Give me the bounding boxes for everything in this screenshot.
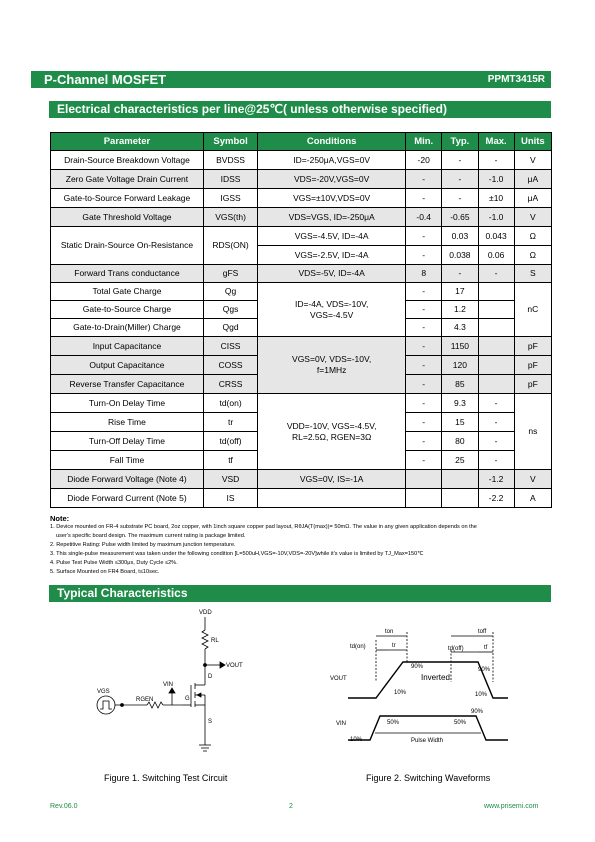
notes-block (50, 514, 555, 577)
cell-typ: - (442, 151, 478, 170)
cell-typ: 17 (442, 283, 478, 301)
section-header-typical (49, 585, 551, 602)
cell-symbol: tf (203, 451, 257, 470)
cell-max (478, 301, 514, 319)
cell-conditions: ID=-4A, VDS=-10V, VGS=-4.5V (258, 283, 406, 337)
cell-units: nC (514, 283, 551, 337)
cell-symbol: IDSS (203, 170, 257, 189)
cell-conditions: VDS=-5V, ID=-4A (258, 265, 406, 283)
figure1-caption: Figure 1. Switching Test Circuit (104, 773, 228, 783)
cell-typ: 0.038 (442, 246, 478, 265)
cell-min (406, 470, 442, 489)
cell-conditions: VGS=0V, VDS=-10V, f=1MHz (258, 337, 406, 394)
cell-symbol: td(off) (203, 432, 257, 451)
source-label: S (208, 719, 213, 725)
table-row (51, 189, 552, 208)
cell-parameter: Diode Forward Current (Note 5) (51, 489, 204, 508)
section-header-electrical (49, 101, 551, 118)
vout-10-rise: 10% (394, 690, 407, 696)
cell-typ: 0.03 (442, 227, 478, 246)
tr-label: tr (392, 643, 396, 649)
cell-typ: 80 (442, 432, 478, 451)
cell-symbol: td(on) (203, 394, 257, 413)
cell-parameter: Total Gate Charge (51, 283, 204, 301)
cell-max: -1.0 (478, 208, 514, 227)
cell-units: V (514, 208, 551, 227)
table-row (51, 283, 552, 301)
cell-units: S (514, 265, 551, 283)
cell-typ: - (442, 170, 478, 189)
cell-parameter: Gate-to-Source Forward Leakage (51, 189, 204, 208)
cell-max: 0.043 (478, 227, 514, 246)
body-arrow (197, 693, 201, 697)
cell-units: μA (514, 170, 551, 189)
cell-min: 8 (406, 265, 442, 283)
cell-symbol: Qg (203, 283, 257, 301)
cell-min: - (406, 301, 442, 319)
notes-title: Note: (50, 514, 70, 523)
cell-max (478, 356, 514, 375)
cell-parameter: Input Capacitance (51, 337, 204, 356)
header-bar (31, 71, 551, 88)
col-header-symbol: Symbol (203, 133, 257, 151)
cell-units: A (514, 489, 551, 508)
cell-symbol: Qgs (203, 301, 257, 319)
revision-label: Rev.06.0 (50, 803, 78, 810)
cell-symbol: BVDSS (203, 151, 257, 170)
cell-max: 0.06 (478, 246, 514, 265)
cell-parameter: Fall Time (51, 451, 204, 470)
cell-parameter: Static Drain-Source On-Resistance (51, 227, 204, 265)
cell-typ: 85 (442, 375, 478, 394)
cell-min: - (406, 227, 442, 246)
cell-min: - (406, 246, 442, 265)
vin-10: 10% (350, 737, 363, 743)
col-header-conditions: Conditions (258, 133, 406, 151)
cell-symbol: gFS (203, 265, 257, 283)
cell-min: - (406, 413, 442, 432)
cell-conditions: VGS=-2.5V, ID=-4A (258, 246, 406, 265)
cell-conditions: ID=-250μA,VGS=0V (258, 151, 406, 170)
cell-max (478, 337, 514, 356)
vout-label: VOUT (226, 663, 243, 669)
note-line: 3. This single-pulse measurement was taken under the following condition [L=500uH,VGS=-10V,VDS=-20V]while it's value is limited by TJ_Max=150℃ (50, 551, 424, 557)
cell-typ: 15 (442, 413, 478, 432)
figure2-caption: Figure 2. Switching Waveforms (366, 773, 491, 783)
page-number: 2 (289, 803, 293, 810)
cell-typ: -0.65 (442, 208, 478, 227)
table-row (51, 394, 552, 413)
note-line: user's specific board design. The maximum current rating is package limited. (56, 533, 246, 539)
cell-typ: 120 (442, 356, 478, 375)
cell-symbol: VSD (203, 470, 257, 489)
cell-max: -1.0 (478, 170, 514, 189)
cell-min: - (406, 394, 442, 413)
cell-conditions: VGS=0V, IS=-1A (258, 470, 406, 489)
table-row (51, 170, 552, 189)
cell-typ: 4.3 (442, 319, 478, 337)
pulse-symbol (100, 701, 112, 709)
cell-max: - (478, 265, 514, 283)
cell-max: - (478, 432, 514, 451)
col-header-max: Max. (478, 133, 514, 151)
cell-parameter: Drain-Source Breakdown Voltage (51, 151, 204, 170)
cell-typ: 25 (442, 451, 478, 470)
switching-waveforms-diagram (328, 622, 518, 747)
cell-min (406, 489, 442, 508)
cell-units: pF (514, 356, 551, 375)
cell-max (478, 319, 514, 337)
cell-min: -0.4 (406, 208, 442, 227)
col-header-min: Min. (406, 133, 442, 151)
cell-parameter: Forward Trans conductance (51, 265, 204, 283)
gate-label: G (185, 696, 190, 702)
note-line: 4. Pulse Test Pulse Width ≤300μs, Duty Cycle ≤2%. (50, 560, 178, 566)
table-row (51, 337, 552, 356)
rl-label: RL (211, 638, 219, 644)
vout-wave-label: VOUT (330, 676, 347, 682)
cell-parameter: Rise Time (51, 413, 204, 432)
vin-50-rise: 50% (387, 720, 400, 726)
cell-conditions: VDD=-10V, VGS=-4.5V, RL=2.5Ω, RGEN=3Ω (258, 394, 406, 470)
part-number: PPMT3415R (487, 74, 545, 85)
vin-90: 90% (471, 709, 484, 715)
website-link[interactable]: www.prisemi.com (484, 803, 539, 810)
col-header-units: Units (514, 133, 551, 151)
cell-units: Ω (514, 246, 551, 265)
cell-min: - (406, 337, 442, 356)
cell-parameter: Gate Threshold Voltage (51, 208, 204, 227)
cell-min: -20 (406, 151, 442, 170)
vdd-label: VDD (199, 610, 212, 616)
vin-waveform (348, 716, 508, 740)
cell-typ (442, 470, 478, 489)
toff-label: toff (478, 629, 487, 635)
cell-units: V (514, 470, 551, 489)
cell-min: - (406, 356, 442, 375)
cell-units: μA (514, 189, 551, 208)
note-line: 2. Repetitive Rating: Pulse width limited by maximum junction temperature. (50, 542, 236, 548)
rgen-label: RGEN (136, 697, 154, 703)
table-row (51, 227, 552, 246)
cell-min: - (406, 283, 442, 301)
cell-conditions: VDS=-20V,VGS=0V (258, 170, 406, 189)
vout-90-fall: 90% (478, 667, 491, 673)
cell-symbol: COSS (203, 356, 257, 375)
table-row (51, 489, 552, 508)
cell-min: - (406, 189, 442, 208)
note-line: 5. Surface Mounted on FR4 Board, t≤10sec. (50, 569, 160, 575)
cell-symbol: CISS (203, 337, 257, 356)
table-row (51, 265, 552, 283)
cell-min: - (406, 319, 442, 337)
drain-label: D (208, 674, 213, 680)
cell-parameter: Turn-Off Delay Time (51, 432, 204, 451)
tdon-label: td(on) (350, 644, 366, 650)
vin-wave-label: VIN (336, 721, 347, 727)
cell-max: -2.2 (478, 489, 514, 508)
cell-conditions (258, 489, 406, 508)
cell-symbol: tr (203, 413, 257, 432)
cell-max: - (478, 451, 514, 470)
cell-units: pF (514, 375, 551, 394)
cell-max: -1.2 (478, 470, 514, 489)
inverted-label: Inverted (421, 673, 450, 682)
table-row (51, 470, 552, 489)
cell-units: Ω (514, 227, 551, 246)
vout-arrow (220, 662, 225, 668)
cell-parameter: Output Capacitance (51, 356, 204, 375)
section-title: Electrical characteristics per line@25℃( unless otherwise specified) (57, 102, 448, 116)
cell-parameter: Diode Forward Voltage (Note 4) (51, 470, 204, 489)
cell-typ: - (442, 189, 478, 208)
cell-max: - (478, 413, 514, 432)
cell-symbol: RDS(ON) (203, 227, 257, 265)
cell-typ: 9.3 (442, 394, 478, 413)
cell-typ (442, 489, 478, 508)
cell-units: pF (514, 337, 551, 356)
vout-10-fall: 10% (475, 692, 488, 698)
cell-symbol: IGSS (203, 189, 257, 208)
vgs-source (97, 696, 115, 714)
cell-units: ns (514, 394, 551, 470)
table-row (51, 151, 552, 170)
cell-min: - (406, 451, 442, 470)
note-line: 1. Device mounted on FR-4 substrate PC board, 2oz copper, with 1inch square copper pad layout, RθJA(T(max))= 50mΩ. The value in any given application depends on the (50, 524, 477, 530)
section-title: Typical Characteristics (57, 586, 188, 600)
table-header-row (51, 133, 552, 151)
col-header-parameter: Parameter (51, 133, 204, 151)
vin-arrow (169, 688, 175, 693)
cell-min: - (406, 170, 442, 189)
cell-parameter: Zero Gate Voltage Drain Current (51, 170, 204, 189)
cell-parameter: Gate-to-Drain(Miller) Charge (51, 319, 204, 337)
electrical-characteristics-table (50, 132, 552, 508)
cell-min: - (406, 432, 442, 451)
cell-max (478, 283, 514, 301)
page-title: P-Channel MOSFET (44, 72, 167, 87)
cell-conditions: VDS=VGS, ID=-250μA (258, 208, 406, 227)
cell-symbol: IS (203, 489, 257, 508)
cell-max (478, 375, 514, 394)
cell-symbol: VGS(th) (203, 208, 257, 227)
cell-parameter: Gate-to-Source Charge (51, 301, 204, 319)
vin-label: VIN (163, 682, 174, 688)
cell-units: V (514, 151, 551, 170)
tf-label: tf (484, 645, 488, 651)
vin-50-fall: 50% (454, 720, 467, 726)
cell-max: - (478, 151, 514, 170)
vgs-label: VGS (97, 689, 110, 695)
cell-typ: - (442, 265, 478, 283)
cell-typ: 1150 (442, 337, 478, 356)
pulse-width-label: Pulse Width (411, 738, 444, 744)
cell-max: - (478, 394, 514, 413)
cell-parameter: Turn-On Delay Time (51, 394, 204, 413)
switching-test-circuit-diagram (80, 605, 270, 765)
col-header-typ: Typ. (442, 133, 478, 151)
cell-parameter: Reverse Transfer Capacitance (51, 375, 204, 394)
cell-conditions: VGS=±10V,VDS=0V (258, 189, 406, 208)
cell-symbol: CRSS (203, 375, 257, 394)
table-row (51, 208, 552, 227)
tdoff-label: td(off) (448, 646, 464, 652)
cell-max: ±10 (478, 189, 514, 208)
vgs-node (121, 704, 124, 707)
ton-label: ton (385, 629, 394, 635)
cell-min: - (406, 375, 442, 394)
cell-typ: 1.2 (442, 301, 478, 319)
vout-90-rise: 90% (411, 664, 424, 670)
cell-symbol: Qgd (203, 319, 257, 337)
cell-conditions: VGS=-4.5V, ID=-4A (258, 227, 406, 246)
rl-resistor (202, 630, 208, 649)
